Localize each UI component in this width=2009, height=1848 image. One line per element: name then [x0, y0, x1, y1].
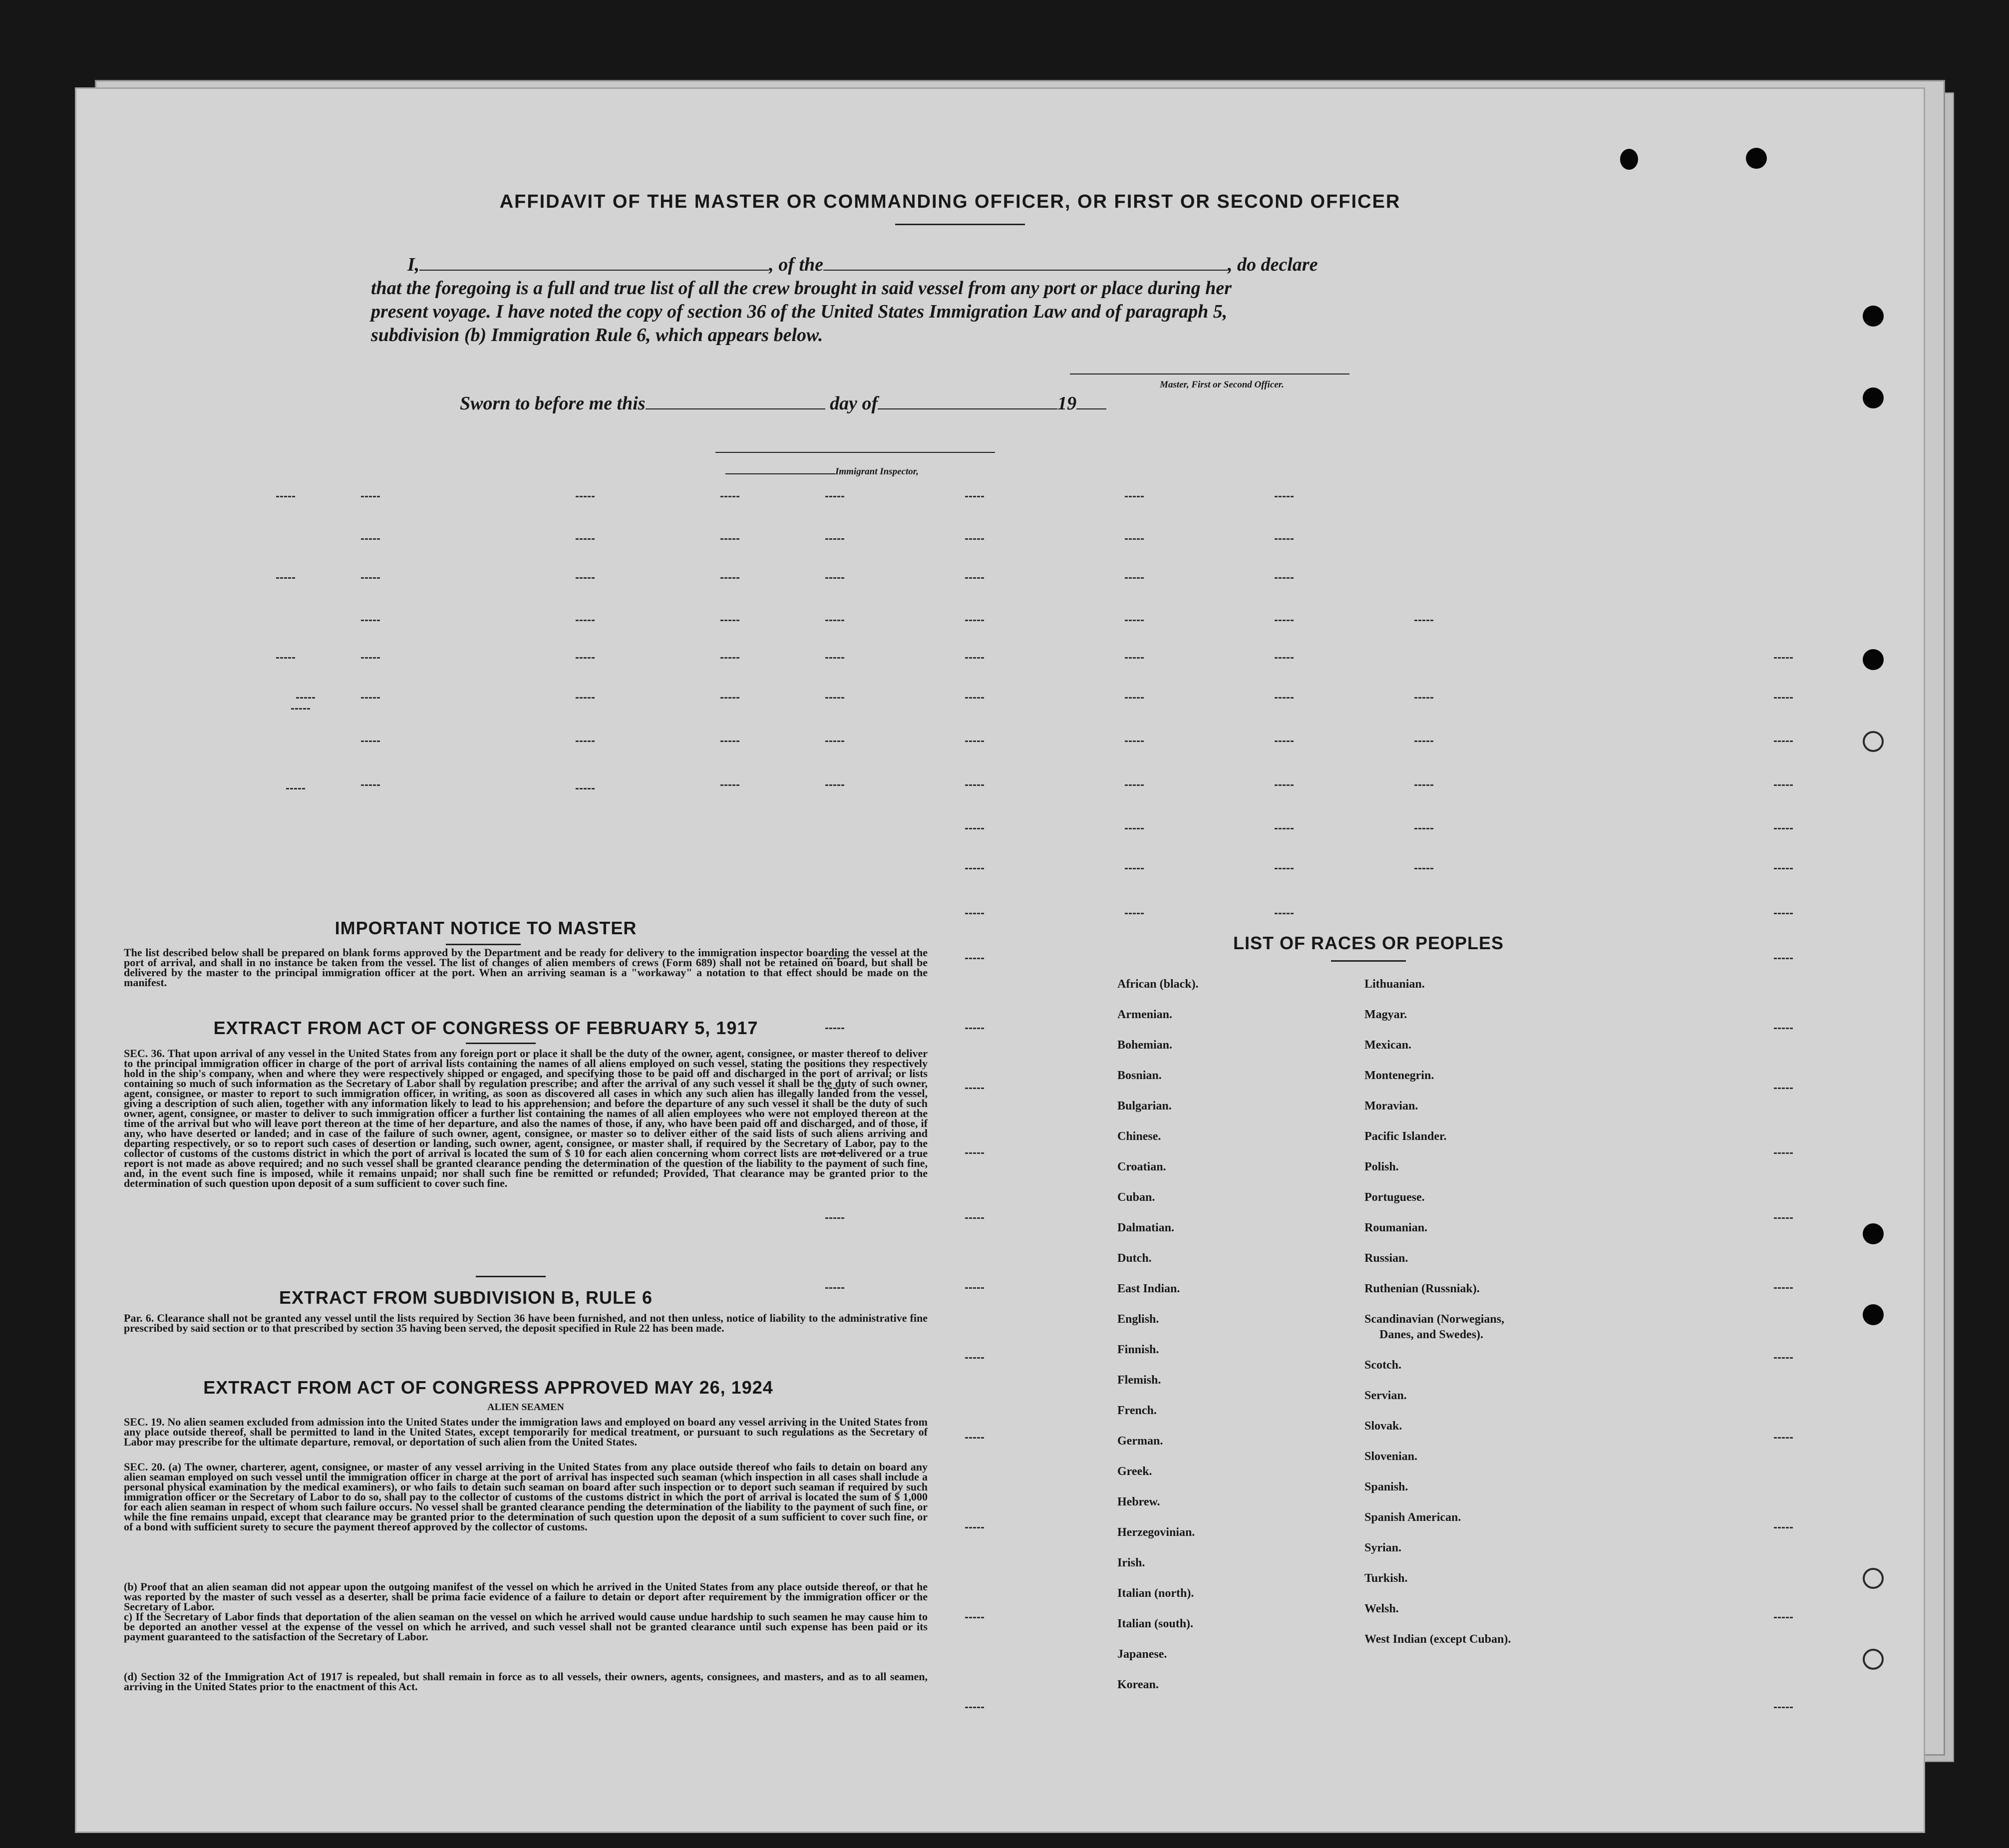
ditto-mark — [965, 1028, 984, 1029]
race-item: Danes, and Swedes). — [1379, 1328, 1484, 1341]
race-item: Armenian. — [1117, 1008, 1172, 1021]
notice-underline — [446, 944, 521, 945]
race-item: Flemish. — [1117, 1374, 1161, 1387]
punch-hole — [1863, 387, 1884, 408]
race-item: Chinese. — [1117, 1130, 1161, 1143]
race-item: Italian (south). — [1117, 1617, 1194, 1630]
race-item: African (black). — [1117, 978, 1199, 991]
ditto-mark — [1414, 868, 1433, 869]
ditto-mark — [965, 577, 984, 579]
ditto-mark — [1774, 1437, 1793, 1439]
race-item: East Indian. — [1117, 1282, 1180, 1295]
race-item: Finnish. — [1117, 1343, 1159, 1356]
ditto-mark — [1774, 1028, 1793, 1029]
ditto-mark — [965, 1707, 984, 1708]
ditto-mark — [276, 577, 295, 579]
ditto-mark — [576, 538, 595, 540]
races-title: LIST OF RACES OR PEOPLES — [1233, 933, 1504, 953]
punch-hole — [1863, 1649, 1884, 1670]
ditto-mark — [825, 1028, 844, 1029]
extract-1917-title: EXTRACT FROM ACT OF CONGRESS OF FEBRUARY 5, 1917 — [213, 1018, 758, 1038]
race-item: Greek. — [1117, 1465, 1152, 1478]
ditto-mark — [965, 1088, 984, 1089]
ditto-mark — [720, 496, 739, 497]
rule6-title: EXTRACT FROM SUBDIVISION B, RULE 6 — [279, 1287, 653, 1308]
ditto-mark — [825, 577, 844, 579]
ditto-mark — [825, 1287, 844, 1289]
ditto-mark — [720, 697, 739, 699]
ditto-mark — [576, 577, 595, 579]
ditto-mark — [1275, 784, 1294, 786]
ditto-mark — [825, 538, 844, 540]
race-item: Spanish American. — [1364, 1511, 1461, 1524]
punch-hole — [1863, 306, 1884, 327]
sworn-line: Sworn to before me this day of 19 — [460, 392, 1106, 414]
master-signature-line[interactable] — [1070, 373, 1349, 374]
affidavit-title: AFFIDAVIT OF THE MASTER OR COMMANDING OFFICER, OR FIRST OR SECOND OFFICER — [499, 191, 1401, 212]
ditto-mark — [965, 828, 984, 829]
ditto-mark — [1125, 868, 1144, 869]
race-item: Portuguese. — [1364, 1191, 1425, 1204]
ditto-mark — [576, 740, 595, 742]
vessel-blank[interactable] — [823, 255, 1228, 271]
ditto-mark — [1125, 740, 1144, 742]
punch-hole — [1863, 1568, 1884, 1589]
ditto-mark — [1774, 1287, 1793, 1289]
ditto-mark — [361, 620, 380, 621]
ditto-mark — [1275, 496, 1294, 497]
race-item: Croatian. — [1117, 1160, 1166, 1173]
ditto-mark — [1774, 657, 1793, 659]
ditto-mark — [1275, 577, 1294, 579]
ditto-mark — [576, 697, 595, 699]
ditto-mark — [720, 620, 739, 621]
race-item: Syrian. — [1364, 1541, 1402, 1554]
ditto-mark — [965, 657, 984, 659]
race-item: Pacific Islander. — [1364, 1130, 1447, 1143]
ditto-mark — [361, 496, 380, 497]
inspector-signature-line[interactable] — [715, 452, 995, 453]
ditto-mark — [1275, 538, 1294, 540]
master-signature-label: Master, First or Second Officer. — [1160, 379, 1284, 390]
ditto-mark — [291, 708, 310, 710]
ditto-mark — [825, 740, 844, 742]
race-item: Montenegrin. — [1364, 1069, 1434, 1082]
ditto-mark — [1125, 538, 1144, 540]
name-blank[interactable] — [419, 255, 769, 271]
ditto-mark — [1774, 740, 1793, 742]
ditto-mark — [1774, 1152, 1793, 1154]
ditto-mark — [361, 577, 380, 579]
ditto-mark — [965, 1357, 984, 1359]
race-item: Japanese. — [1117, 1648, 1167, 1661]
ditto-mark — [825, 657, 844, 659]
race-item: Scandinavian (Norwegians, — [1364, 1313, 1505, 1326]
ditto-mark — [965, 1527, 984, 1528]
extract-1924-sec20b: (b) Proof that an alien seaman did not appear upon the outgoing manifest of the vessel on which he arrived in the United States from any place outside thereof, or that he was reported by the master of such vessel as a deserter, shall be prima facie evidence of a failure to detain or deport after requirement by the immigration officer or the Secretary of Labor. — [124, 1580, 928, 1613]
ditto-mark — [965, 620, 984, 621]
ditto-mark — [825, 620, 844, 621]
extract-1924-sec20a: SEC. 20. (a) The owner, charterer, agent, consignee, or master of any vessel arriving in the United States from any place outside thereof who fails to detain on board any alien seaman employed on such vessel until the immigration officer in charge at the port of arrival has inspected such seaman (which inspection in all cases shall include a personal physical examination by the medical examiners), or who fails to detain such seaman on board after such inspection or to deport such seaman if required by such immigration officer or the Secretary of Labor to do so, shall pay to the collector of customs of the customs district in which the port of arrival is located the sum of $ 1,000 for each alien seaman in respect of whom such failure occurs. No vessel shall be granted clearance pending the determination of the liability to the payment of such fine, or while the fine remains unpaid, except that clearance may be granted prior to the determination of such question upon the deposit of a sum sufficient to cover such fine, or of a bond with sufficient surety to secure the payment thereof approved by the collector of customs. — [124, 1461, 928, 1533]
races-underline — [1331, 960, 1406, 962]
race-item: French. — [1117, 1404, 1157, 1417]
ditto-mark — [965, 740, 984, 742]
title-underline — [895, 224, 1025, 225]
race-item: Dutch. — [1117, 1252, 1152, 1265]
punch-hole — [1863, 1304, 1884, 1325]
ditto-mark — [576, 657, 595, 659]
race-item: Bohemian. — [1117, 1039, 1173, 1052]
ditto-mark — [965, 1617, 984, 1618]
ditto-mark — [1774, 1357, 1793, 1359]
extract-1924-sec20c: c) If the Secretary of Labor finds that deportation of the alien seaman on the vessel on which he arrived would cause undue hardship to such seamen he may cause him to be deported an another vessel at the expense of the vessel on which he arrived, and such vessel shall not be granted clearance until such expense has been paid or its payment guaranteed to the satisfaction of the Secretary of Labor. — [124, 1610, 928, 1643]
affidavit-line-3: present voyage. I have noted the copy of section 36 of the United States Immigration Law and of paragraph 5, — [371, 301, 1228, 322]
ditto-mark — [965, 697, 984, 699]
ditto-mark — [825, 496, 844, 497]
race-item: West Indian (except Cuban). — [1364, 1633, 1511, 1646]
race-item: Slovenian. — [1364, 1450, 1418, 1463]
race-item: Spanish. — [1364, 1480, 1408, 1493]
ditto-mark — [1125, 496, 1144, 497]
ditto-mark — [1774, 1617, 1793, 1618]
race-item: Turkish. — [1364, 1572, 1408, 1585]
ditto-mark — [965, 496, 984, 497]
punch-hole — [1863, 649, 1884, 670]
race-item: Lithuanian. — [1364, 978, 1425, 991]
ditto-mark — [1275, 697, 1294, 699]
race-item: Herzegovinian. — [1117, 1526, 1195, 1539]
race-item: Korean. — [1117, 1678, 1159, 1691]
race-item: Slovak. — [1364, 1420, 1402, 1433]
ditto-mark — [1414, 620, 1433, 621]
ditto-mark — [720, 577, 739, 579]
ditto-mark — [1414, 784, 1433, 786]
race-item: Polish. — [1364, 1160, 1399, 1173]
race-item: German. — [1117, 1435, 1163, 1448]
ditto-mark — [1125, 913, 1144, 914]
ditto-mark — [576, 620, 595, 621]
ditto-mark — [296, 697, 315, 699]
ditto-mark — [276, 657, 295, 659]
race-item: Bulgarian. — [1117, 1100, 1172, 1112]
ditto-mark — [1774, 828, 1793, 829]
punch-hole — [1620, 149, 1638, 170]
ditto-mark — [276, 496, 295, 497]
extract-1917-text: SEC. 36. That upon arrival of any vessel in the United States from any foreign port or place it shall be the duty of the owner, agent, consignee, or master thereof to deliver to the principal immigration officer in charge of the port of arrival lists containing the names of all aliens employed on such vessel, stating the positions they respectively hold in the ship's company, when and where they were respectively shipped or engaged, and specifying those to be paid off and discharged in the port of arrival; or lists containing so much of such information as the Secretary of Labor shall by regulation prescribe; and after the arrival of any such vessel it shall be the duty of such owner, agent, consignee, or master to report to such immigration officer, in writing, as soon as discovered all cases in which any such alien has illegally landed from the vessel, giving a description of such alien, together with any information likely to lead to his apprehension; and before the departure of any such vessel it shall be the duty of such owner, agent, consignee, or master to deliver to such immigration officer a further list containing the names of all alien employees who were not employed thereon at the time of the arrival but who will leave port thereon at the time of her departure, and also the names of those, if any, who have been paid off and discharged, and of those, if any, who have deserted or landed; and in case of the failure of such owner, agent, consignee, or master so to deliver either of the said lists of such aliens arriving and departing respectively, or so to report such cases of desertion or landing, such owner, agent, consignee, or master shall, if required by the Secretary of Labor, pay to the collector of customs of the customs district in which the port of arrival is located the sum of $ 10 for each alien concerning whom correct lists are not delivered or a true report is not made as above required; and no such vessel shall be granted clearance pending the determination of the question of the liability to the payment of such fine, and, in the event such fine is imposed, while it remains unpaid; nor shall such fine be remitted or refunded; Provided, That clearance may be granted prior to the determination of such question upon deposit of a sum sufficient to cover such fine. — [124, 1047, 928, 1189]
ditto-mark — [965, 868, 984, 869]
ditto-mark — [1774, 1527, 1793, 1528]
race-item: Welsh. — [1364, 1602, 1399, 1615]
affidavit-line-4: subdivision (b) Immigration Rule 6, which appears below. — [371, 325, 823, 346]
race-item: English. — [1117, 1313, 1159, 1326]
ditto-mark — [965, 1437, 984, 1439]
extract-1924-title: EXTRACT FROM ACT OF CONGRESS APPROVED MAY 26, 1924 — [203, 1377, 773, 1398]
ditto-mark — [361, 740, 380, 742]
ditto-mark — [965, 1287, 984, 1289]
race-item: Hebrew. — [1117, 1495, 1160, 1508]
race-item: Cuban. — [1117, 1191, 1155, 1204]
ditto-mark — [965, 1152, 984, 1154]
ditto-mark — [1774, 958, 1793, 959]
ditto-mark — [720, 538, 739, 540]
ditto-mark — [965, 958, 984, 959]
ditto-mark — [361, 784, 380, 786]
punch-hole — [1863, 1223, 1884, 1244]
notice-text: The list described below shall be prepared on blank forms approved by the Department and be ready for delivery to the immigration inspector boarding the vessel at the port of arrival, and shall in no instance be taken from the vessel. The list of changes of alien members of crews (Form 689) shall not be retained on board, but shall be delivered by the master to the principal immigration officer at the port. When an arriving seaman is a "workaway" a notation to that effect should be made on the manifest. — [124, 946, 928, 989]
ditto-mark — [1414, 697, 1433, 699]
ditto-mark — [1774, 1217, 1793, 1219]
ditto-mark — [1275, 913, 1294, 914]
ditto-mark — [965, 913, 984, 914]
sworn-day-blank[interactable] — [646, 393, 825, 409]
ditto-mark — [361, 538, 380, 540]
extract-1924-subtitle: ALIEN SEAMEN — [487, 1402, 564, 1413]
ditto-mark — [1125, 784, 1144, 786]
race-item: Bosnian. — [1117, 1069, 1162, 1082]
ditto-mark — [1275, 828, 1294, 829]
ditto-mark — [1774, 913, 1793, 914]
ditto-mark — [825, 697, 844, 699]
ditto-mark — [1774, 1088, 1793, 1089]
ditto-mark — [361, 697, 380, 699]
race-item: Scotch. — [1364, 1359, 1401, 1372]
ditto-mark — [576, 496, 595, 497]
ditto-mark — [576, 788, 595, 789]
extract-1917-end-rule — [476, 1276, 546, 1277]
sworn-month-blank[interactable] — [878, 393, 1057, 409]
ditto-mark — [361, 657, 380, 659]
ditto-mark — [965, 1217, 984, 1219]
ditto-mark — [965, 538, 984, 540]
ditto-mark — [1774, 868, 1793, 869]
ditto-mark — [1774, 697, 1793, 699]
ditto-mark — [1125, 577, 1144, 579]
race-item: Moravian. — [1364, 1100, 1418, 1112]
ditto-mark — [1275, 740, 1294, 742]
ditto-mark — [720, 657, 739, 659]
race-item: Italian (north). — [1117, 1587, 1194, 1600]
race-item: Magyar. — [1364, 1008, 1407, 1021]
punch-hole — [1746, 148, 1767, 169]
ditto-mark — [1414, 828, 1433, 829]
ditto-mark — [1275, 868, 1294, 869]
document-sheet — [75, 87, 1925, 1833]
ditto-mark — [286, 788, 305, 789]
ditto-mark — [1125, 657, 1144, 659]
race-item: Mexican. — [1364, 1039, 1411, 1052]
notice-title: IMPORTANT NOTICE TO MASTER — [335, 918, 637, 938]
inspector-label: Immigrant Inspector, — [725, 464, 919, 477]
punch-hole — [1863, 731, 1884, 752]
ditto-mark — [965, 784, 984, 786]
sworn-year-blank[interactable] — [1076, 393, 1106, 409]
race-item: Dalmatian. — [1117, 1221, 1174, 1234]
affidavit-line-2: that the foregoing is a full and true list of all the crew brought in said vessel from any port or place during her — [371, 278, 1232, 299]
ditto-mark — [1125, 620, 1144, 621]
ditto-mark — [1275, 657, 1294, 659]
race-item: Irish. — [1117, 1556, 1145, 1569]
ditto-mark — [1275, 620, 1294, 621]
ditto-mark — [1125, 828, 1144, 829]
rule6-text: Par. 6. Clearance shall not be granted any vessel until the lists required by Section 36 have been furnished, and not then unless, notice of liability to the administrative fine prescribed by said section or to that prescribed by section 35 having been served, the deposit specified in Rule 22 has been made. — [124, 1312, 928, 1334]
ditto-mark — [1414, 740, 1433, 742]
race-item: Ruthenian (Russniak). — [1364, 1282, 1480, 1295]
extract-1924-sec20d: (d) Section 32 of the Immigration Act of 1917 is repealed, but shall remain in force as to all vessels, their owners, agents, consignees, and masters, and as to all seamen, arriving in the United States prior to the enactment of this Act. — [124, 1670, 928, 1693]
extract-1917-underline — [466, 1043, 536, 1044]
race-item: Servian. — [1364, 1389, 1407, 1402]
ditto-mark — [825, 1217, 844, 1219]
race-item: Roumanian. — [1364, 1221, 1428, 1234]
ditto-mark — [1774, 1707, 1793, 1708]
ditto-mark — [720, 740, 739, 742]
ditto-mark — [1774, 784, 1793, 786]
extract-1924-sec19: SEC. 19. No alien seamen excluded from admission into the United States under the immigration laws and employed on board any vessel arriving in the United States from any place outside thereof, shall be permitted to land in the United States, except temporarily for medical treatment, or pursuant to such regulations as the Secretary of Labor may prescribe for the ultimate departure, removal, or deportation of such alien from the United States. — [124, 1416, 928, 1448]
ditto-mark — [1125, 697, 1144, 699]
affidavit-line-1: I, , of the , do declare — [407, 254, 1318, 275]
ditto-mark — [720, 784, 739, 786]
ditto-mark — [825, 784, 844, 786]
race-item: Russian. — [1364, 1252, 1408, 1265]
